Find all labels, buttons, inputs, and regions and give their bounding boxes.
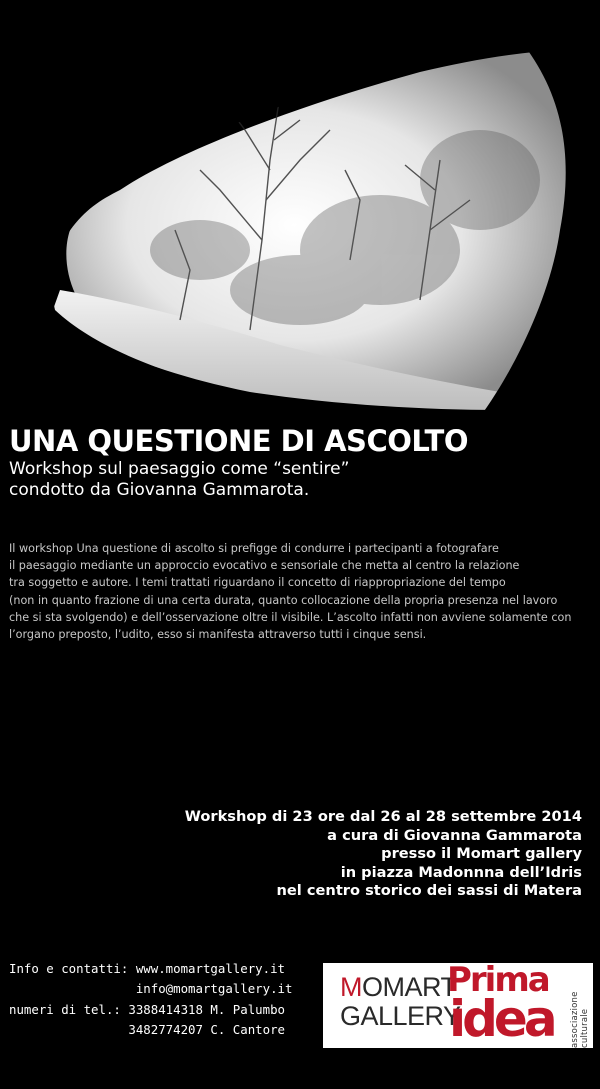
details-line: presso il Momart gallery	[381, 845, 582, 863]
subtitle-line: Workshop sul paesaggio come “sentire”	[9, 459, 350, 479]
landscape-photo	[0, 0, 600, 430]
details-line: Workshop di 23 ore dal 26 al 28 settembre 2014	[184, 808, 582, 825]
details-line: a cura di Giovanna Gammarota	[327, 826, 582, 844]
subtitle-line: condotto da Giovanna Gammarota.	[9, 480, 310, 500]
description	[9, 540, 594, 643]
prima-idea-logo	[447, 960, 592, 1048]
details-line: in piazza Madonnna dell’Idris	[340, 863, 582, 881]
description-line: il paesaggio mediante un approccio evocativo e sensoriale che metta al centro la relazione	[9, 559, 520, 573]
subtitle	[9, 459, 349, 501]
workshop-details	[185, 808, 582, 901]
contact-row: Info e contatti: www.momartgallery.it	[9, 961, 286, 976]
page-title: UNA QUESTIONE DI ASCOLTO	[9, 424, 468, 458]
contact-row: 3482774207 C. Cantore	[9, 1022, 286, 1038]
momart-logo-word: OMART	[362, 972, 457, 1002]
description-line: tra soggetto e autore. I temi trattati riguardano il concetto di riappropriazione del tempo	[9, 576, 506, 590]
idea-logo-word: idea	[449, 990, 554, 1048]
details-line: nel centro storico dei sassi di Matera	[276, 882, 582, 900]
description-line: (non in quanto frazione di una certa durata, quanto collocazione della propria presenza nel lavoro	[9, 593, 558, 607]
description-line: l’organo preposto, l’udito, esso si manifesta attraverso tutti i cinque sensi.	[9, 628, 427, 642]
contact-row: numeri di tel.: 3388414318 M. Palumbo	[9, 1001, 286, 1017]
association-label: associazione culturale	[570, 991, 590, 1048]
sponsor-logos	[323, 960, 593, 1048]
contacts	[9, 959, 292, 1041]
description-line: che si sta svolgendo) e dell’osservazione oltre il visibile. L’ascolto infatti non avviene solamente con	[9, 610, 572, 624]
momart-logo-gallery: GALLERY	[340, 1001, 461, 1031]
contact-row: info@momartgallery.it	[9, 981, 293, 997]
momart-logo-initial: M	[340, 972, 362, 1002]
prima-logo-word: Prima	[447, 960, 549, 1000]
momart-gallery-logo	[340, 973, 461, 1031]
description-line: Il workshop Una questione di ascolto si prefigge di condurre i partecipanti a fotografare	[9, 542, 499, 555]
